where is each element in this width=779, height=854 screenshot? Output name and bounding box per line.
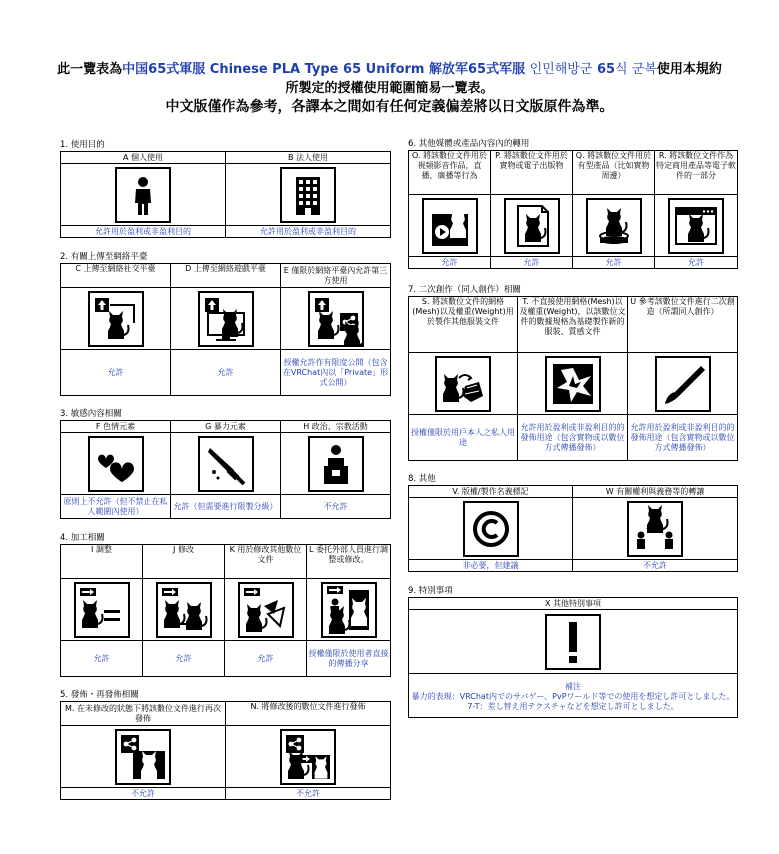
section-title: 6. 其他媒體或產品內容內的轉用 bbox=[408, 139, 530, 149]
section-distribution bbox=[60, 690, 391, 800]
section-other-media bbox=[408, 139, 738, 269]
answer-third-party: 授權允許作有限度公開（包含在VRChat內以「Private」形式公開） bbox=[281, 350, 391, 396]
col-head-software: R. 將該數位文件作為特定商用產品等電子軟件的一部分 bbox=[655, 151, 738, 195]
section-processing bbox=[60, 533, 391, 677]
section-upload bbox=[60, 252, 391, 396]
section-other bbox=[408, 474, 738, 572]
col-head-special: X 其他特別事項 bbox=[409, 598, 738, 610]
col-head-sexual: F 色情元素 bbox=[61, 421, 171, 433]
answer-adjust: 允許 bbox=[61, 641, 143, 677]
answer-mesh: 授權僅限於用戶本人之私人用途 bbox=[409, 415, 518, 461]
answer-copyright: 非必要，但建議 bbox=[409, 560, 573, 572]
answer-use-other: 允許 bbox=[225, 641, 307, 677]
header-line1: 此一覽表為中国65式軍服 Chinese PLA Type 65 Uniform 解放军65式军服 인민해방군 65식 군복使用本規約 bbox=[57, 62, 722, 77]
answer-political: 不允許 bbox=[281, 495, 391, 519]
col-head-political: H 政治、宗教活動 bbox=[281, 421, 391, 433]
brush-icon bbox=[655, 356, 711, 412]
podium-icon bbox=[308, 436, 364, 492]
col-head-fanwork: U 參考該數位文件進行二次創造（所謂同人創作） bbox=[628, 297, 738, 353]
share-network-icon bbox=[308, 291, 364, 347]
section-title: 3. 敏感內容相關 bbox=[60, 409, 122, 419]
hearts-icon bbox=[88, 436, 144, 492]
answer-personal: 允許用於盈利或非盈利目的 bbox=[61, 226, 226, 238]
section-title: 9. 特別事項 bbox=[408, 586, 453, 596]
col-head-personal: A 個人使用 bbox=[61, 152, 226, 164]
knife-icon bbox=[198, 436, 254, 492]
answer-modify: 允許 bbox=[143, 641, 225, 677]
exclamation-icon bbox=[545, 614, 601, 670]
redistribute-icon bbox=[115, 729, 171, 785]
section-usage-purpose bbox=[60, 140, 391, 238]
answer-outsource: 授權僅限於使用者直接的傳播分享 bbox=[307, 641, 391, 677]
use-other-icon bbox=[238, 582, 294, 638]
col-head-copyright: V. 版權/製作名義標記 bbox=[409, 486, 573, 498]
col-head-transfer: W 有關權利與義務等的轉讓 bbox=[573, 486, 738, 498]
col-head-redistribute: M. 在未修改的狀態下將該數位文件進行再次發佈 bbox=[61, 702, 226, 726]
section-title: 5. 發佈・再發佈相關 bbox=[60, 690, 139, 700]
answer-software: 允許 bbox=[655, 257, 738, 269]
texture-icon bbox=[545, 356, 601, 412]
person-icon bbox=[115, 167, 171, 223]
video-icon bbox=[422, 198, 478, 254]
answer-corporate: 允許用於盈利或非盈利目的 bbox=[226, 226, 391, 238]
col-head-video: O. 將該數位文件用於視頻影音作品，直播，廣播等行為 bbox=[409, 151, 491, 195]
section-sensitive bbox=[60, 409, 391, 519]
section-derivative bbox=[408, 285, 738, 461]
special-notes bbox=[409, 674, 738, 718]
copyright-icon bbox=[463, 501, 519, 557]
section-title: 2. 有關上傳至網絡平臺 bbox=[60, 252, 148, 262]
answer-publication: 允許 bbox=[491, 257, 573, 269]
col-head-adjust: I 調整 bbox=[61, 545, 143, 579]
outsource-icon bbox=[321, 582, 377, 638]
note-texture: 7-T：差し替え用テクスチャなどを想定し許可としました。 bbox=[467, 701, 679, 711]
header-line3: 中文版僅作為參考，各譯本之間如有任何定義偏差將以日文版原件為準。 bbox=[165, 99, 614, 115]
building-icon bbox=[280, 167, 336, 223]
col-head-third-party: E 僅限於網絡平臺內允許第三方使用 bbox=[281, 264, 391, 288]
transfer-icon bbox=[627, 501, 683, 557]
document-header bbox=[0, 60, 779, 117]
redistribute-modified-icon bbox=[280, 729, 336, 785]
answer-sexual: 原則上不允許（但不禁止在私人範圍內使用） bbox=[61, 495, 171, 519]
header-line2: 所製定的授權使用範圍簡易一覽表。 bbox=[285, 81, 494, 96]
col-head-texture: T. 不直接使用網格(Mesh)以及權重(Weight)，以該數位文件的數據規格為基礎製作新的服裝、質感文件 bbox=[518, 297, 628, 353]
col-head-outsource: L 委托外部人員進行調整或修改。 bbox=[307, 545, 391, 579]
col-head-use-other: K 用於修改其他數位文件 bbox=[225, 545, 307, 579]
section-title: 1. 使用目的 bbox=[60, 140, 105, 150]
col-head-mesh: S. 將該數位文件的網格(Mesh)以及權重(Weight)用於製作其他服裝文件 bbox=[409, 297, 518, 353]
modify-icon bbox=[156, 582, 212, 638]
software-icon bbox=[668, 198, 724, 254]
col-head-publication: P. 將該數位文件用於實物或電子出版物 bbox=[491, 151, 573, 195]
answer-texture: 允許用於盈利或非盈利目的的發佈用途（包含實物或以數位方式傳播發佈） bbox=[518, 415, 628, 461]
col-head-violence: G 暴力元素 bbox=[171, 421, 281, 433]
answer-figure: 允許 bbox=[573, 257, 655, 269]
upload-game-icon bbox=[198, 291, 254, 347]
answer-redistribute: 不允許 bbox=[61, 788, 226, 800]
figure-icon bbox=[586, 198, 642, 254]
col-head-redistribute-modified: N. 將修改後的數位文件進行發佈 bbox=[226, 702, 391, 726]
col-head-corporate: B 法人使用 bbox=[226, 152, 391, 164]
answer-violence: 允許（但需要進行限製分級） bbox=[171, 495, 281, 519]
col-head-game: D 上傳至網絡遊戲平臺 bbox=[171, 264, 281, 288]
answer-social: 允許 bbox=[61, 350, 171, 396]
answer-redistribute-modified: 不允許 bbox=[226, 788, 391, 800]
answer-fanwork: 允許用於盈利或非盈利目的的發佈用途（包含實物或以數位方式傳播發佈） bbox=[628, 415, 738, 461]
col-head-social: C 上傳至網絡社交平臺 bbox=[61, 264, 171, 288]
upload-social-icon bbox=[88, 291, 144, 347]
mesh-icon bbox=[435, 356, 491, 412]
section-title: 4. 加工相關 bbox=[60, 533, 105, 543]
note-title: 補注 bbox=[565, 681, 581, 691]
section-special bbox=[408, 586, 738, 718]
section-title: 7. 二次創作（同人創作）相關 bbox=[408, 285, 521, 295]
note-violence: 暴力的表現：VRChat内でのサバゲー、PvPワールド等での使用を想定し許可としました。 bbox=[411, 691, 735, 701]
adjust-icon bbox=[74, 582, 130, 638]
col-head-modify: J 修改 bbox=[143, 545, 225, 579]
answer-transfer: 不允許 bbox=[573, 560, 738, 572]
publication-icon bbox=[504, 198, 560, 254]
section-title: 8. 其他 bbox=[408, 474, 436, 484]
answer-game: 允許 bbox=[171, 350, 281, 396]
answer-video: 允許 bbox=[409, 257, 491, 269]
col-head-figure: Q. 將該數位文件用於有型產品（比如實物周邊） bbox=[573, 151, 655, 195]
